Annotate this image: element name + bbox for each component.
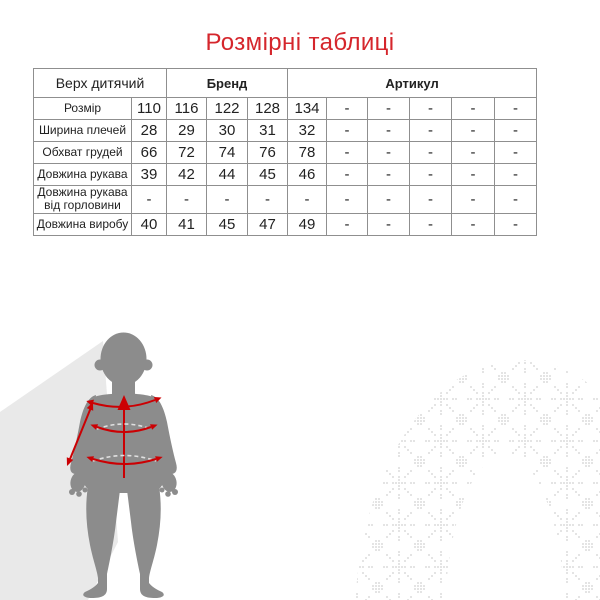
- table-cell: -: [495, 98, 537, 120]
- table-cell: -: [327, 186, 368, 214]
- table-cell: -: [452, 120, 495, 142]
- table-cell: 45: [207, 213, 248, 235]
- table-cell: 110: [132, 98, 167, 120]
- table-cell: -: [132, 186, 167, 214]
- table-cell: 39: [132, 164, 167, 186]
- table-cell: -: [452, 98, 495, 120]
- table-cell: 44: [207, 164, 248, 186]
- neck: [112, 374, 135, 394]
- table-cell: -: [207, 186, 248, 214]
- table-cell: 128: [248, 98, 288, 120]
- table-cell: 47: [248, 213, 288, 235]
- table-cell: 32: [288, 120, 327, 142]
- table-cell: -: [327, 213, 368, 235]
- table-cell: 29: [167, 120, 207, 142]
- table-cell: 28: [132, 120, 167, 142]
- right-ear: [142, 360, 153, 371]
- table-cell: 66: [132, 142, 167, 164]
- table-cell: -: [368, 120, 410, 142]
- table-cell: 45: [248, 164, 288, 186]
- table-cell: 78: [288, 142, 327, 164]
- table-cell: -: [368, 164, 410, 186]
- table-cell: -: [495, 164, 537, 186]
- left-ear: [95, 360, 106, 371]
- table-cell: 76: [248, 142, 288, 164]
- row-label: Довжина рукава: [34, 164, 132, 186]
- table-header-brand: Бренд: [167, 69, 288, 98]
- table-cell: -: [495, 213, 537, 235]
- table-row: [34, 142, 537, 164]
- table-cell: 72: [167, 142, 207, 164]
- row-label: Ширина плечей: [34, 120, 132, 142]
- table-cell: -: [327, 164, 368, 186]
- table-cell: -: [327, 142, 368, 164]
- table-cell: 49: [288, 213, 327, 235]
- table-cell: -: [368, 98, 410, 120]
- row-label: Розмір: [34, 98, 132, 120]
- table-cell: -: [410, 142, 452, 164]
- table-cell: 40: [132, 213, 167, 235]
- table-cell: 46: [288, 164, 327, 186]
- table-cell: 42: [167, 164, 207, 186]
- table-row: [34, 213, 537, 235]
- table-cell: -: [368, 142, 410, 164]
- row-label: Обхват грудей: [34, 142, 132, 164]
- table-cell: 74: [207, 142, 248, 164]
- table-cell: -: [410, 164, 452, 186]
- table-cell: -: [167, 186, 207, 214]
- table-cell: -: [368, 186, 410, 214]
- table-cell: 31: [248, 120, 288, 142]
- table-cell: -: [452, 142, 495, 164]
- table-header-article: Артикул: [288, 69, 537, 98]
- table-cell: -: [495, 120, 537, 142]
- table-cell: -: [327, 98, 368, 120]
- embroidery-arch: [355, 360, 600, 600]
- table-row: [34, 120, 537, 142]
- table-cell: 116: [167, 98, 207, 120]
- table-cell: -: [248, 186, 288, 214]
- table-header-row: [34, 69, 537, 98]
- table-row: [34, 98, 537, 120]
- table-cell: -: [410, 213, 452, 235]
- row-label: Довжина виробу: [34, 213, 132, 235]
- table-cell: 30: [207, 120, 248, 142]
- table-cell: -: [288, 186, 327, 214]
- table-cell: -: [495, 186, 537, 214]
- table-row: [34, 164, 537, 186]
- table-cell: 122: [207, 98, 248, 120]
- page-title: Розмірні таблиці: [205, 29, 395, 56]
- size-table-body: [34, 98, 537, 236]
- table-cell: -: [368, 213, 410, 235]
- size-table: [33, 68, 537, 236]
- table-row: [34, 186, 537, 214]
- table-cell: -: [452, 213, 495, 235]
- table-cell: -: [452, 186, 495, 214]
- row-label: Довжина рукава від горловини: [34, 186, 132, 214]
- table-cell: -: [410, 98, 452, 120]
- table-cell: -: [410, 120, 452, 142]
- table-header-product-type: Верх дитячий: [34, 69, 167, 98]
- table-cell: -: [327, 120, 368, 142]
- table-cell: -: [495, 142, 537, 164]
- table-cell: -: [452, 164, 495, 186]
- table-cell: 134: [288, 98, 327, 120]
- table-cell: -: [410, 186, 452, 214]
- table-cell: 41: [167, 213, 207, 235]
- right-leg: [127, 486, 164, 598]
